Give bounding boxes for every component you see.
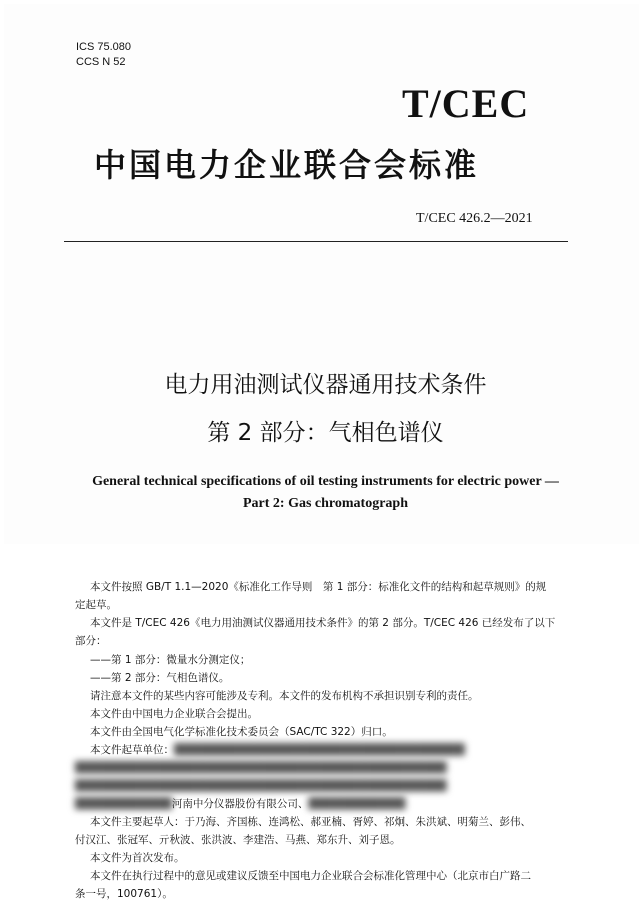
foreword-p1-line1: 本文件按照 GB/T 1.1—2020《标准化工作导则 第 1 部分：标准化文件的结构和起草规则》的规 — [90, 581, 547, 593]
standard-number: T/CEC 426.2—2021 — [416, 211, 533, 226]
title-english-line2: Part 2: Gas chromatograph — [243, 496, 408, 511]
title-english-line1: General technical specifications of oil testing instruments for electric power — — [92, 474, 559, 489]
foreword-list-item-1: ——第 1 部分：微量水分测定仪； — [90, 654, 251, 666]
cover-page — [4, 4, 639, 544]
classification-codes — [76, 40, 131, 70]
redacted-text: ████████████████████████████████████ — [174, 744, 465, 756]
ics-code: ICS 75.080 — [76, 41, 132, 53]
drafting-unit-visible: 河南中分仪器股份有限公司、 — [171, 798, 309, 810]
foreword-p2-line1: 本文件是 T/CEC 426《电力用油测试仪器通用技术条件》的第 2 部分。T/CEC 426 已经发布了以下 — [90, 617, 556, 629]
foreword-proposer: 本文件由中国电力企业联合会提出。 — [90, 708, 258, 720]
foreword-feedback-line1: 本文件在执行过程中的意见或建议反馈至中国电力企业联合会标准化管理中心（北京市白广路二 — [90, 870, 531, 882]
redacted-text: ████████████ — [308, 798, 406, 810]
title-chinese-line2: 第 2 部分：气相色谱仪 — [207, 420, 444, 446]
foreword-list-item-2: ——第 2 部分：气相色谱仪。 — [90, 672, 230, 684]
foreword-p2-line2: 部分： — [75, 635, 107, 647]
foreword-drafters-line2: 付汉江、张冠军、亓秋波、张洪波、李建浩、马燕、郑东升、刘子恩。 — [75, 834, 401, 846]
foreword-drafting-units-label — [90, 741, 465, 759]
foreword-feedback-line2: 条一号，100761）。 — [75, 888, 173, 900]
standard-brand-logo: T/CEC — [402, 81, 530, 126]
foreword-first-release: 本文件为首次发布。 — [90, 852, 185, 864]
header-divider — [64, 241, 568, 242]
redacted-line: ██████████████████████████████████████████████ — [75, 780, 447, 792]
foreword-patent-note: 请注意本文件的某些内容可能涉及专利。本文件的发布机构不承担识别专利的责任。 — [90, 690, 479, 702]
organization-title: 中国电力企业联合会标准 — [94, 146, 480, 184]
foreword-p1-line2: 定起草。 — [75, 599, 117, 611]
redacted-line: ██████████████████████████████████████████████ — [75, 762, 447, 774]
ccs-code: CCS N 52 — [76, 56, 126, 68]
foreword-page — [0, 548, 643, 918]
foreword-committee: 本文件由全国电气化学标准化技术委员会（SAC/TC 322）归口。 — [90, 726, 393, 738]
redacted-text: ████████████ — [75, 798, 172, 810]
foreword-drafting-units-line4 — [75, 795, 405, 813]
foreword-drafters-line1: 本文件主要起草人：于乃海、齐国栋、连鸿松、郝亚楠、胥婷、祁炯、朱洪斌、明菊兰、彭伟、 — [90, 816, 531, 828]
drafting-units-label: 本文件起草单位： — [90, 744, 174, 756]
title-chinese-line1: 电力用油测试仪器通用技术条件 — [164, 372, 487, 398]
